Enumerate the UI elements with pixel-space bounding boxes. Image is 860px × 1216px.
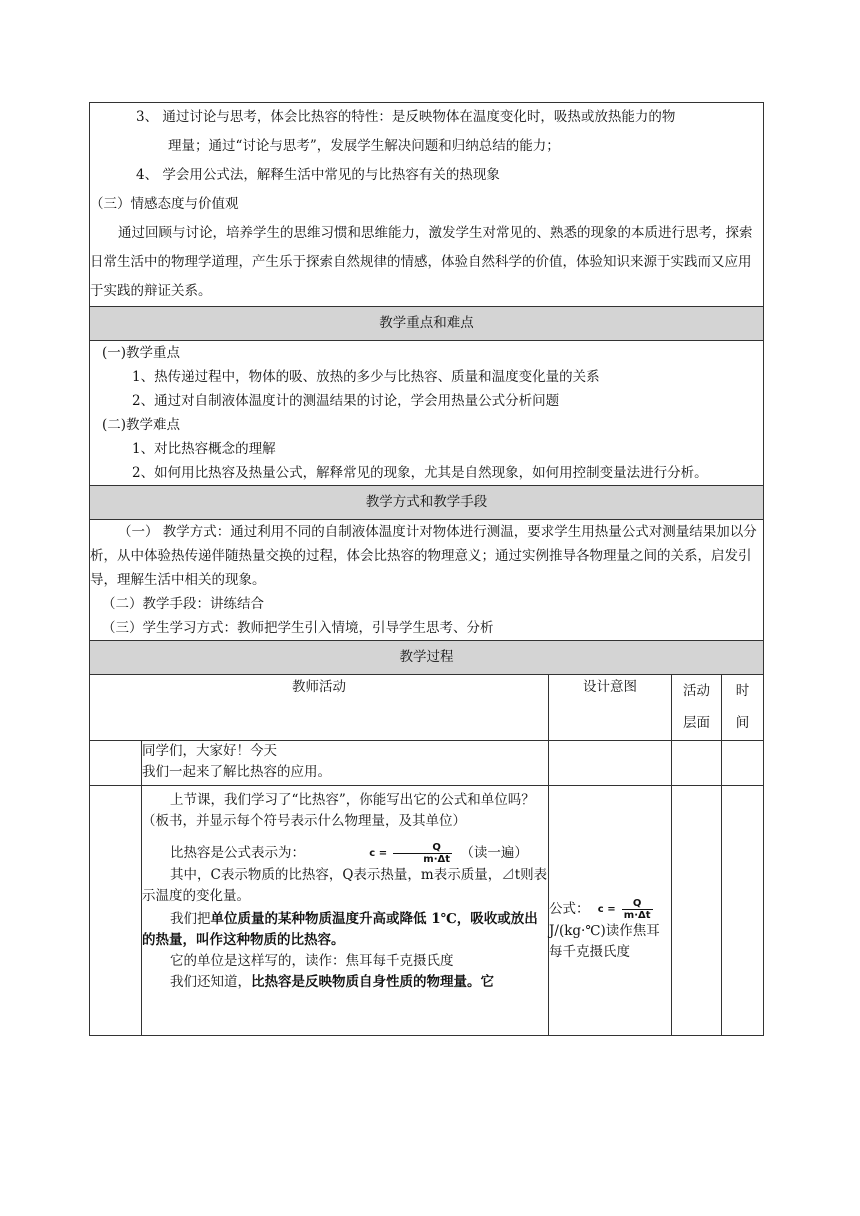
- definition-bold: 单位质量的某种物质温度升高或降低 1℃，吸收或放出的热量，叫作这种物质的比热容。: [142, 911, 538, 948]
- specific-heat-formula: [313, 842, 452, 865]
- greeting-line-1: 同学们，大家好！今天: [142, 743, 277, 759]
- unit-reading: 它的单位是这样写的，读作：焦耳每千克摄氏度: [170, 953, 454, 969]
- formula-c: c =: [369, 848, 388, 859]
- process-row-2-level: [672, 786, 722, 1036]
- process-row-1-time: [722, 741, 764, 786]
- objective-item-3-cont: 理量；通过“讨论与思考”，发展学生解决问题和归纳总结的能力；: [168, 138, 560, 154]
- col-header-design: 设计意图: [549, 675, 672, 741]
- process-row-1-stage: [90, 741, 142, 786]
- design-formula-c: c =: [597, 904, 616, 915]
- design-unit-reading: J/(kg·℃)读作焦耳每千克摄氏度: [549, 923, 660, 960]
- section-header-process: 教学过程: [90, 641, 764, 675]
- focus-heading: (一)教学重点: [102, 345, 181, 361]
- symbol-explanation: 其中，C表示物质的比热容，Q表示热量，m表示质量，⊿t则表示温度的变化量。: [142, 867, 548, 904]
- method-learning: （三）学生学习方式：教师把学生引入情境，引导学生思考、分析: [102, 620, 494, 636]
- process-row-2-time: [722, 786, 764, 1036]
- design-formula-label: 公式：: [549, 901, 590, 917]
- property-lead: 我们还知道，: [170, 974, 251, 990]
- design-formula-line: [549, 898, 671, 921]
- section-heading-attitude: （三）情感态度与价值观: [90, 196, 239, 212]
- review-question: 上节课，我们学习了“比热容”，你能写出它的公式和单位吗？（板书，并显示每个符号表示什么物理量，及其单位）: [142, 792, 535, 829]
- focus-item-2: 2、通过对自制液体温度计的测温结果的讨论，学会用热量公式分析问题: [132, 393, 560, 409]
- property-line: [142, 972, 548, 993]
- col-header-level: [672, 675, 722, 741]
- formula-denominator: m·Δt: [423, 854, 451, 865]
- process-row-2-design: [549, 786, 672, 1036]
- document-page: [89, 102, 763, 1036]
- design-formula-numerator: Q: [622, 898, 653, 910]
- methods-section: [90, 520, 764, 641]
- lesson-plan-table: [89, 102, 764, 1036]
- focus-item-1: 1、热传递过程中，物体的吸、放热的多少与比热容、质量和温度变化量的关系: [132, 369, 600, 385]
- difficulty-heading: (二)教学难点: [102, 417, 181, 433]
- section-header-methods: 教学方式和教学手段: [90, 486, 764, 520]
- formula-lead: 比热容是公式表示为：: [170, 845, 305, 861]
- property-bold: 比热容是反映物质自身性质的物理量。它: [251, 974, 494, 990]
- definition-line: [142, 909, 548, 951]
- key-points-section: [90, 341, 764, 486]
- method-paragraph: （一） 教学方式：通过利用不同的自制液体温度计对物体进行测温，要求学生用热量公式对测量结果加以分析，从中体验热传递伴随热量交换的过程，体会比热容的物理意义；通过实例推导各物理量之间的关系，启发引导，理解生活中相关的现象。: [90, 524, 757, 588]
- formula-tail: （读一遍）: [460, 845, 528, 861]
- design-formula: [598, 898, 653, 921]
- process-row-1-design: [549, 741, 672, 786]
- objectives-section: [90, 103, 764, 307]
- col-header-time-line2: 间: [735, 715, 750, 731]
- process-row-1-level: [672, 741, 722, 786]
- formula-line: [142, 842, 548, 865]
- section-header-key-points: 教学重点和难点: [90, 307, 764, 341]
- method-means: （二）教学手段：讲练结合: [102, 596, 264, 612]
- process-row-2-stage: [90, 786, 142, 1036]
- definition-lead: 我们把: [170, 911, 211, 927]
- objective-item-3: 3、 通过讨论与思考，体会比热容的特性：是反映物体在温度变化时，吸热或放热能力的物: [136, 109, 676, 125]
- col-header-teacher: 教师活动: [90, 675, 549, 741]
- greeting-line-2: 我们一起来了解比热容的应用。: [142, 764, 331, 780]
- design-formula-denominator: m·Δt: [623, 910, 651, 921]
- col-header-time-line1: 时: [735, 683, 750, 699]
- formula-numerator: Q: [393, 842, 452, 854]
- col-header-level-line1: 活动: [683, 683, 710, 699]
- col-header-level-line2: 层面: [683, 715, 710, 731]
- objective-item-4: 4、 学会用公式法，解释生活中常见的与比热容有关的热现象: [136, 167, 500, 183]
- process-row-2-teacher: [142, 786, 549, 1036]
- process-row-1-teacher: [142, 741, 549, 786]
- attitude-paragraph: 通过回顾与讨论，培养学生的思维习惯和思维能力，激发学生对常见的、熟悉的现象的本质进行思考，探索日常生活中的物理学道理，产生乐于探索自然规律的情感，体验自然科学的价值，体验知识来源于实践而又应用于实践的辩证关系。: [90, 225, 753, 299]
- difficulty-item-1: 1、对比热容概念的理解: [132, 441, 276, 457]
- difficulty-item-2: 2、如何用比热容及热量公式，解释常见的现象，尤其是自然现象，如何用控制变量法进行分析。: [132, 465, 708, 481]
- col-header-time: [722, 675, 764, 741]
